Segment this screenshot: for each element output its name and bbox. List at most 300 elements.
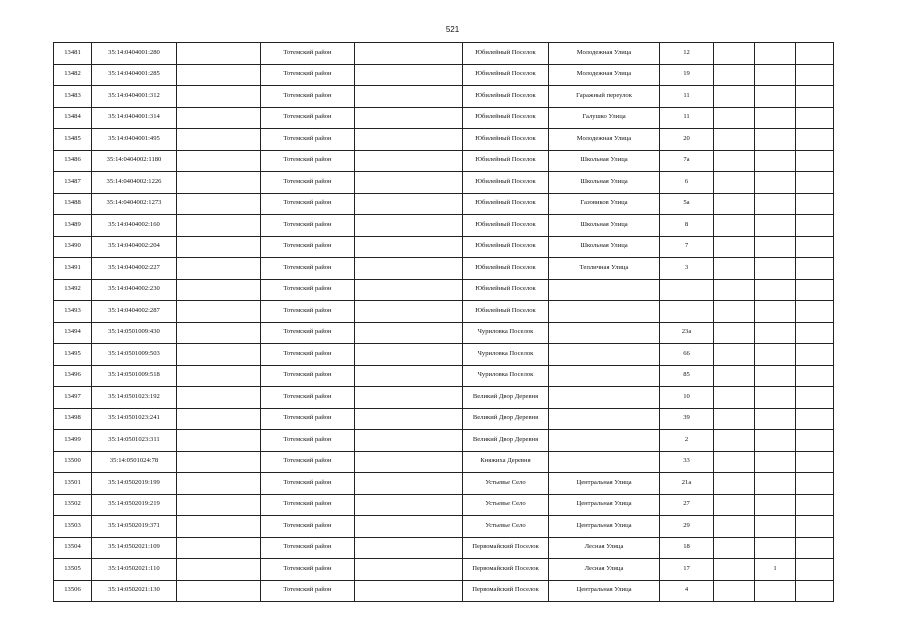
empty-cell: [177, 322, 261, 344]
empty-cell: [177, 150, 261, 172]
empty-cell: [177, 365, 261, 387]
empty-cell: [177, 559, 261, 581]
empty-cell: [796, 150, 834, 172]
district-cell: Тотемский район: [261, 86, 355, 108]
table-row: [54, 387, 834, 409]
locality-cell: Юбилейный Поселок: [463, 150, 549, 172]
row-number-cell: 13494: [54, 322, 92, 344]
empty-cell: [714, 279, 755, 301]
empty-cell: [355, 344, 463, 366]
cadastral-number-cell: 35:14:0502021:130: [92, 580, 177, 602]
empty-cell: [355, 365, 463, 387]
row-number-cell: 13499: [54, 430, 92, 452]
empty-cell: [177, 344, 261, 366]
empty-cell: [714, 258, 755, 280]
street-cell: Молодежная Улица: [549, 64, 660, 86]
empty-cell: [355, 279, 463, 301]
extra-value-cell: [755, 322, 796, 344]
locality-cell: Юбилейный Поселок: [463, 43, 549, 65]
empty-cell: [177, 387, 261, 409]
empty-cell: [714, 473, 755, 495]
empty-cell: [796, 473, 834, 495]
street-cell: [549, 451, 660, 473]
empty-cell: [796, 494, 834, 516]
district-cell: Тотемский район: [261, 408, 355, 430]
empty-cell: [177, 258, 261, 280]
house-number-cell: 23а: [660, 322, 714, 344]
empty-cell: [714, 43, 755, 65]
cadastral-number-cell: 35:14:0501023:241: [92, 408, 177, 430]
district-cell: Тотемский район: [261, 387, 355, 409]
street-cell: [549, 387, 660, 409]
table-row: [54, 64, 834, 86]
table-row: [54, 537, 834, 559]
empty-cell: [177, 129, 261, 151]
empty-cell: [355, 215, 463, 237]
cadastral-number-cell: 35:14:0404001:280: [92, 43, 177, 65]
cadastral-number-cell: 35:14:0404002:1180: [92, 150, 177, 172]
row-number-cell: 13505: [54, 559, 92, 581]
street-cell: Центральная Улица: [549, 516, 660, 538]
house-number-cell: 19: [660, 64, 714, 86]
empty-cell: [796, 279, 834, 301]
table-row: [54, 408, 834, 430]
empty-cell: [796, 430, 834, 452]
house-number-cell: 33: [660, 451, 714, 473]
row-number-cell: 13502: [54, 494, 92, 516]
cadastral-number-cell: 35:14:0404002:227: [92, 258, 177, 280]
house-number-cell: 7: [660, 236, 714, 258]
empty-cell: [796, 236, 834, 258]
empty-cell: [177, 516, 261, 538]
locality-cell: Юбилейный Поселок: [463, 236, 549, 258]
house-number-cell: 27: [660, 494, 714, 516]
cadastral-number-cell: 35:14:0501024:78: [92, 451, 177, 473]
locality-cell: Юбилейный Поселок: [463, 193, 549, 215]
empty-cell: [355, 86, 463, 108]
street-cell: [549, 408, 660, 430]
extra-value-cell: [755, 494, 796, 516]
extra-value-cell: [755, 516, 796, 538]
extra-value-cell: [755, 387, 796, 409]
cadastral-number-cell: 35:14:0502021:109: [92, 537, 177, 559]
empty-cell: [177, 301, 261, 323]
empty-cell: [714, 322, 755, 344]
street-cell: Газовиков Улица: [549, 193, 660, 215]
empty-cell: [714, 215, 755, 237]
empty-cell: [796, 365, 834, 387]
street-cell: Лесная Улица: [549, 537, 660, 559]
extra-value-cell: [755, 408, 796, 430]
empty-cell: [355, 43, 463, 65]
street-cell: Тепличная Улица: [549, 258, 660, 280]
empty-cell: [714, 408, 755, 430]
empty-cell: [177, 172, 261, 194]
house-number-cell: 7а: [660, 150, 714, 172]
empty-cell: [355, 107, 463, 129]
empty-cell: [714, 387, 755, 409]
house-number-cell: 11: [660, 107, 714, 129]
row-number-cell: 13481: [54, 43, 92, 65]
empty-cell: [177, 43, 261, 65]
house-number-cell: [660, 301, 714, 323]
street-cell: [549, 322, 660, 344]
row-number-cell: 13491: [54, 258, 92, 280]
district-cell: Тотемский район: [261, 344, 355, 366]
table-row: [54, 150, 834, 172]
district-cell: Тотемский район: [261, 279, 355, 301]
house-number-cell: 11: [660, 86, 714, 108]
empty-cell: [714, 236, 755, 258]
extra-value-cell: [755, 43, 796, 65]
street-cell: [549, 365, 660, 387]
table-row: [54, 279, 834, 301]
extra-value-cell: [755, 537, 796, 559]
house-number-cell: 10: [660, 387, 714, 409]
empty-cell: [714, 580, 755, 602]
empty-cell: [714, 129, 755, 151]
empty-cell: [355, 258, 463, 280]
empty-cell: [796, 258, 834, 280]
locality-cell: Чуриловка Поселок: [463, 322, 549, 344]
empty-cell: [355, 537, 463, 559]
district-cell: Тотемский район: [261, 301, 355, 323]
empty-cell: [796, 172, 834, 194]
empty-cell: [177, 473, 261, 495]
street-cell: Галушко Улица: [549, 107, 660, 129]
empty-cell: [796, 451, 834, 473]
locality-cell: Юбилейный Поселок: [463, 64, 549, 86]
row-number-cell: 13493: [54, 301, 92, 323]
street-cell: Лесная Улица: [549, 559, 660, 581]
cadastral-number-cell: 35:14:0502021:110: [92, 559, 177, 581]
page-number: 521: [445, 25, 460, 34]
district-cell: Тотемский район: [261, 172, 355, 194]
cadastral-number-cell: 35:14:0404002:287: [92, 301, 177, 323]
extra-value-cell: [755, 129, 796, 151]
district-cell: Тотемский район: [261, 451, 355, 473]
empty-cell: [714, 537, 755, 559]
street-cell: [549, 279, 660, 301]
street-cell: Школьная Улица: [549, 215, 660, 237]
street-cell: Молодежная Улица: [549, 43, 660, 65]
house-number-cell: [660, 279, 714, 301]
table-row: [54, 559, 834, 581]
row-number-cell: 13490: [54, 236, 92, 258]
row-number-cell: 13503: [54, 516, 92, 538]
extra-value-cell: [755, 236, 796, 258]
empty-cell: [355, 473, 463, 495]
cadastral-number-cell: 35:14:0404002:230: [92, 279, 177, 301]
locality-cell: Первомайский Поселок: [463, 580, 549, 602]
cadastral-number-cell: 35:14:0404001:314: [92, 107, 177, 129]
extra-value-cell: [755, 344, 796, 366]
empty-cell: [796, 516, 834, 538]
cadastral-number-cell: 35:14:0404002:204: [92, 236, 177, 258]
table-row: [54, 430, 834, 452]
table-row: [54, 365, 834, 387]
locality-cell: Великий Двор Деревня: [463, 387, 549, 409]
cadastral-number-cell: 35:14:0502019:371: [92, 516, 177, 538]
street-cell: Центральная Улица: [549, 473, 660, 495]
street-cell: Гаражный переулок: [549, 86, 660, 108]
empty-cell: [355, 172, 463, 194]
locality-cell: Юбилейный Поселок: [463, 279, 549, 301]
district-cell: Тотемский район: [261, 107, 355, 129]
locality-cell: Устьевье Село: [463, 494, 549, 516]
extra-value-cell: [755, 215, 796, 237]
row-number-cell: 13486: [54, 150, 92, 172]
empty-cell: [355, 451, 463, 473]
row-number-cell: 13482: [54, 64, 92, 86]
district-cell: Тотемский район: [261, 473, 355, 495]
cadastral-number-cell: 35:14:0404002:1226: [92, 172, 177, 194]
locality-cell: Великий Двор Деревня: [463, 430, 549, 452]
empty-cell: [177, 430, 261, 452]
district-cell: Тотемский район: [261, 516, 355, 538]
empty-cell: [714, 344, 755, 366]
row-number-cell: 13489: [54, 215, 92, 237]
empty-cell: [177, 494, 261, 516]
empty-cell: [177, 86, 261, 108]
empty-cell: [355, 408, 463, 430]
district-cell: Тотемский район: [261, 43, 355, 65]
district-cell: Тотемский район: [261, 494, 355, 516]
table-row: [54, 301, 834, 323]
locality-cell: Юбилейный Поселок: [463, 86, 549, 108]
row-number-cell: 13501: [54, 473, 92, 495]
empty-cell: [355, 236, 463, 258]
table-row: [54, 107, 834, 129]
district-cell: Тотемский район: [261, 430, 355, 452]
empty-cell: [355, 516, 463, 538]
table-row: [54, 473, 834, 495]
house-number-cell: 5а: [660, 193, 714, 215]
district-cell: Тотемский район: [261, 580, 355, 602]
extra-value-cell: [755, 430, 796, 452]
empty-cell: [714, 301, 755, 323]
table-row: [54, 43, 834, 65]
empty-cell: [796, 408, 834, 430]
empty-cell: [355, 150, 463, 172]
table-row: [54, 236, 834, 258]
locality-cell: Юбилейный Поселок: [463, 301, 549, 323]
street-cell: [549, 301, 660, 323]
extra-value-cell: [755, 107, 796, 129]
house-number-cell: 3: [660, 258, 714, 280]
empty-cell: [796, 537, 834, 559]
row-number-cell: 13500: [54, 451, 92, 473]
empty-cell: [355, 580, 463, 602]
house-number-cell: 2: [660, 430, 714, 452]
extra-value-cell: [755, 365, 796, 387]
locality-cell: Юбилейный Поселок: [463, 258, 549, 280]
house-number-cell: 66: [660, 344, 714, 366]
district-cell: Тотемский район: [261, 258, 355, 280]
locality-cell: Княжиха Деревня: [463, 451, 549, 473]
empty-cell: [355, 129, 463, 151]
house-number-cell: 12: [660, 43, 714, 65]
row-number-cell: 13506: [54, 580, 92, 602]
empty-cell: [355, 387, 463, 409]
table-row: [54, 86, 834, 108]
district-cell: Тотемский район: [261, 215, 355, 237]
street-cell: [549, 430, 660, 452]
district-cell: Тотемский район: [261, 365, 355, 387]
table-row: [54, 494, 834, 516]
empty-cell: [355, 559, 463, 581]
empty-cell: [177, 537, 261, 559]
house-number-cell: 17: [660, 559, 714, 581]
row-number-cell: 13483: [54, 86, 92, 108]
row-number-cell: 13492: [54, 279, 92, 301]
empty-cell: [714, 451, 755, 473]
empty-cell: [714, 365, 755, 387]
cadastral-number-cell: 35:14:0404002:160: [92, 215, 177, 237]
street-cell: Школьная Улица: [549, 172, 660, 194]
district-cell: Тотемский район: [261, 64, 355, 86]
table-row: [54, 129, 834, 151]
empty-cell: [355, 322, 463, 344]
empty-cell: [177, 193, 261, 215]
cadastral-number-cell: 35:14:0501009:430: [92, 322, 177, 344]
empty-cell: [796, 64, 834, 86]
empty-cell: [355, 301, 463, 323]
row-number-cell: 13504: [54, 537, 92, 559]
row-number-cell: 13488: [54, 193, 92, 215]
empty-cell: [355, 64, 463, 86]
row-number-cell: 13497: [54, 387, 92, 409]
empty-cell: [714, 559, 755, 581]
empty-cell: [177, 215, 261, 237]
row-number-cell: 13496: [54, 365, 92, 387]
district-cell: Тотемский район: [261, 236, 355, 258]
locality-cell: Устьевье Село: [463, 516, 549, 538]
district-cell: Тотемский район: [261, 322, 355, 344]
empty-cell: [714, 107, 755, 129]
street-cell: Центральная Улица: [549, 580, 660, 602]
cadastral-number-cell: 35:14:0502019:219: [92, 494, 177, 516]
extra-value-cell: [755, 193, 796, 215]
district-cell: Тотемский район: [261, 193, 355, 215]
district-cell: Тотемский район: [261, 150, 355, 172]
table-row: [54, 344, 834, 366]
table-row: [54, 258, 834, 280]
house-number-cell: 85: [660, 365, 714, 387]
empty-cell: [796, 322, 834, 344]
locality-cell: Чуриловка Поселок: [463, 365, 549, 387]
house-number-cell: 39: [660, 408, 714, 430]
extra-value-cell: [755, 86, 796, 108]
row-number-cell: 13498: [54, 408, 92, 430]
empty-cell: [714, 64, 755, 86]
table-row: [54, 172, 834, 194]
house-number-cell: 8: [660, 215, 714, 237]
cadastral-number-cell: 35:14:0404002:1273: [92, 193, 177, 215]
extra-value-cell: [755, 279, 796, 301]
registry-table-body: [54, 43, 834, 602]
cadastral-number-cell: 35:14:0502019:199: [92, 473, 177, 495]
house-number-cell: 29: [660, 516, 714, 538]
extra-value-cell: 1: [755, 559, 796, 581]
empty-cell: [796, 559, 834, 581]
house-number-cell: 4: [660, 580, 714, 602]
house-number-cell: 21а: [660, 473, 714, 495]
table-row: [54, 322, 834, 344]
empty-cell: [177, 580, 261, 602]
district-cell: Тотемский район: [261, 559, 355, 581]
street-cell: Молодежная Улица: [549, 129, 660, 151]
empty-cell: [796, 580, 834, 602]
locality-cell: Юбилейный Поселок: [463, 129, 549, 151]
extra-value-cell: [755, 150, 796, 172]
house-number-cell: 18: [660, 537, 714, 559]
locality-cell: Первомайский Поселок: [463, 537, 549, 559]
empty-cell: [796, 387, 834, 409]
house-number-cell: 6: [660, 172, 714, 194]
empty-cell: [796, 344, 834, 366]
empty-cell: [714, 193, 755, 215]
locality-cell: Юбилейный Поселок: [463, 215, 549, 237]
table-row: [54, 580, 834, 602]
empty-cell: [177, 64, 261, 86]
empty-cell: [355, 494, 463, 516]
cadastral-number-cell: 35:14:0404001:312: [92, 86, 177, 108]
empty-cell: [714, 494, 755, 516]
extra-value-cell: [755, 301, 796, 323]
row-number-cell: 13487: [54, 172, 92, 194]
extra-value-cell: [755, 172, 796, 194]
street-cell: [549, 344, 660, 366]
empty-cell: [714, 172, 755, 194]
district-cell: Тотемский район: [261, 537, 355, 559]
row-number-cell: 13485: [54, 129, 92, 151]
empty-cell: [355, 430, 463, 452]
empty-cell: [177, 107, 261, 129]
locality-cell: Первомайский Поселок: [463, 559, 549, 581]
cadastral-number-cell: 35:14:0501023:311: [92, 430, 177, 452]
cadastral-number-cell: 35:14:0404001:285: [92, 64, 177, 86]
empty-cell: [177, 236, 261, 258]
extra-value-cell: [755, 580, 796, 602]
table-row: [54, 215, 834, 237]
district-cell: Тотемский район: [261, 129, 355, 151]
extra-value-cell: [755, 473, 796, 495]
locality-cell: Устьевье Село: [463, 473, 549, 495]
cadastral-number-cell: 35:14:0501009:518: [92, 365, 177, 387]
empty-cell: [714, 86, 755, 108]
empty-cell: [714, 516, 755, 538]
empty-cell: [796, 215, 834, 237]
empty-cell: [177, 279, 261, 301]
cadastral-number-cell: 35:14:0501023:192: [92, 387, 177, 409]
empty-cell: [714, 150, 755, 172]
street-cell: Школьная Улица: [549, 150, 660, 172]
house-number-cell: 20: [660, 129, 714, 151]
registry-table: [53, 42, 834, 602]
row-number-cell: 13484: [54, 107, 92, 129]
row-number-cell: 13495: [54, 344, 92, 366]
locality-cell: Чуриловка Поселок: [463, 344, 549, 366]
empty-cell: [796, 86, 834, 108]
locality-cell: Юбилейный Поселок: [463, 172, 549, 194]
empty-cell: [177, 451, 261, 473]
empty-cell: [177, 408, 261, 430]
locality-cell: Великий Двор Деревня: [463, 408, 549, 430]
empty-cell: [796, 43, 834, 65]
empty-cell: [796, 107, 834, 129]
street-cell: Центральная Улица: [549, 494, 660, 516]
